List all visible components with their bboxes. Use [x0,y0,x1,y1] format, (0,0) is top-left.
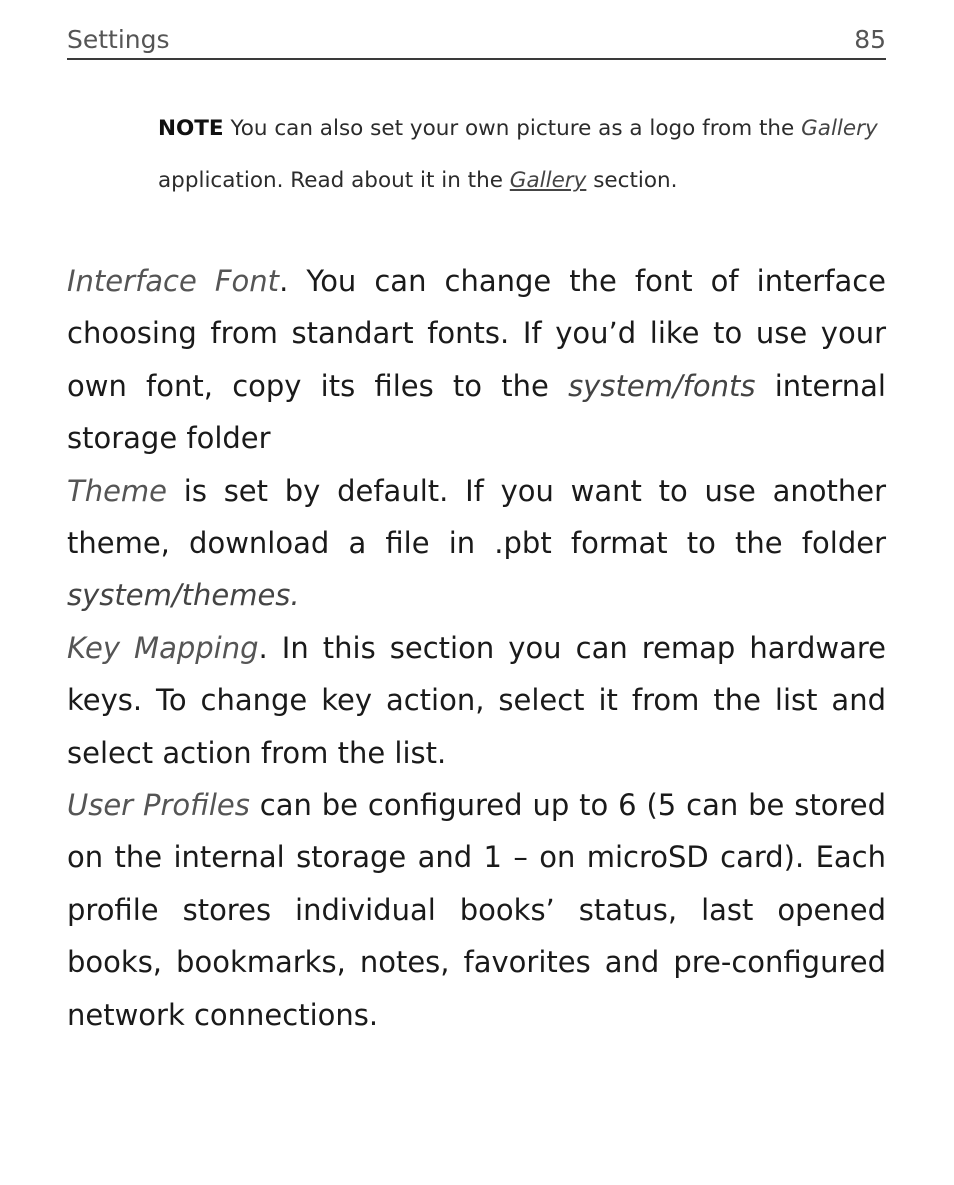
paragraph-theme [67,465,886,622]
term-user-profiles: User Profiles [67,788,250,823]
paragraph-key-mapping [67,622,886,779]
body-text [67,255,886,1041]
gallery-app-name: Gallery [801,116,878,141]
note-text: application. Read about it in the [158,168,510,193]
paragraph-text: . In this section you can remap hardware keys. To change key action, select it from the list and select action from the list. [67,630,886,770]
page-number: 85 [854,25,886,54]
note-label: NOTE [158,116,224,141]
path-system-fonts: system/fonts [568,368,756,403]
paragraph-user-profiles [67,779,886,1041]
paragraph-text: can be configured up to 6 (5 can be stored on the internal storage and 1 – on microSD card). Each profile stores individual books’ status, last opened books, bookmarks, notes, favorites and pre-configured network connections. [67,788,886,1032]
note-box [158,103,886,207]
term-key-mapping: Key Mapping [67,630,259,665]
note-text: You can also set your own picture as a logo from the [223,116,802,141]
section-title: Settings [67,25,170,54]
path-system-themes: system/themes. [67,578,300,613]
paragraph-interface-font [67,255,886,465]
term-theme: Theme [67,473,168,508]
term-interface-font: Interface Font [67,264,280,298]
paragraph-text: . You can change the font of interface choosing from standart fonts. If you’d like to use your own font, copy its files to the [67,264,886,403]
gallery-section-link[interactable]: Gallery [509,168,587,193]
note-text: section. [586,168,678,193]
paragraph-text: is set by default. If you want to use another theme, download a file in .pbt format to the folder [67,473,886,561]
running-header [67,24,886,60]
paragraph-text: internal storage folder [67,368,886,456]
